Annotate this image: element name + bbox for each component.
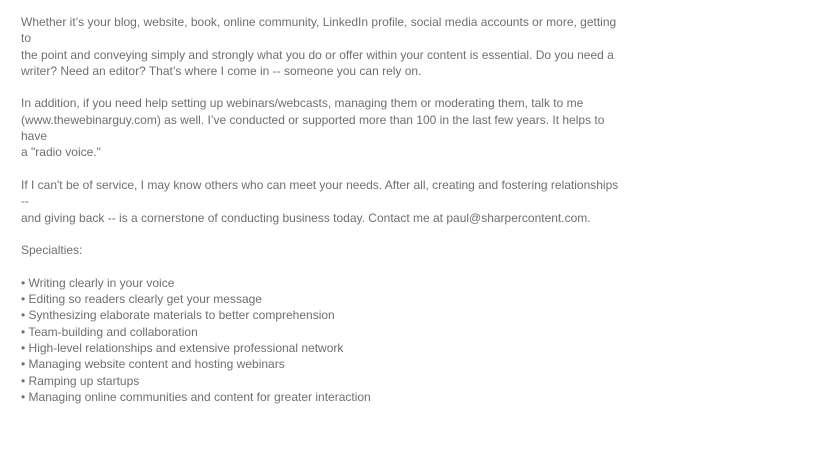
specialty-item: • Editing so readers clearly get your message bbox=[21, 292, 262, 307]
summary-paragraph-writing: Whether it’s your blog, website, book, online community, LinkedIn profile, social media accounts or more, getting to the point and conveying simply and strongly what you do or offer within your content is essential. Do you need a writer? Need an editor? That’s where I come in -- someone you can rely on. bbox=[21, 15, 617, 78]
specialty-item: • Writing clearly in your voice bbox=[21, 275, 175, 290]
summary-paragraph-contact: If I can't be of service, I may know others who can meet your needs. After all, creating and fostering relationships -- and giving back -- is a cornerstone of conducting business today. Contact me at paul@sharpercontent.com. bbox=[21, 177, 619, 225]
specialties-list bbox=[21, 275, 621, 405]
specialty-item: • Ramping up startups bbox=[21, 373, 140, 388]
specialty-item: • Managing website content and hosting webinars bbox=[21, 357, 285, 372]
specialty-item: • Team-building and collaboration bbox=[21, 324, 198, 339]
summary-paragraph-webinars: In addition, if you need help setting up webinars/webcasts, managing them or moderating them, talk to me (www.thewebinarguy.com) as well. I’ve conducted or supported more than 100 in the last few years. It helps to have a "radio voice." bbox=[21, 96, 605, 160]
specialties-heading: Specialties: bbox=[21, 243, 83, 258]
profile-summary bbox=[21, 14, 621, 405]
specialty-item: • High-level relationships and extensive professional network bbox=[21, 340, 344, 355]
specialty-item: • Managing online communities and content for greater interaction bbox=[21, 389, 371, 404]
specialty-item: • Synthesizing elaborate materials to better comprehension bbox=[21, 308, 335, 323]
